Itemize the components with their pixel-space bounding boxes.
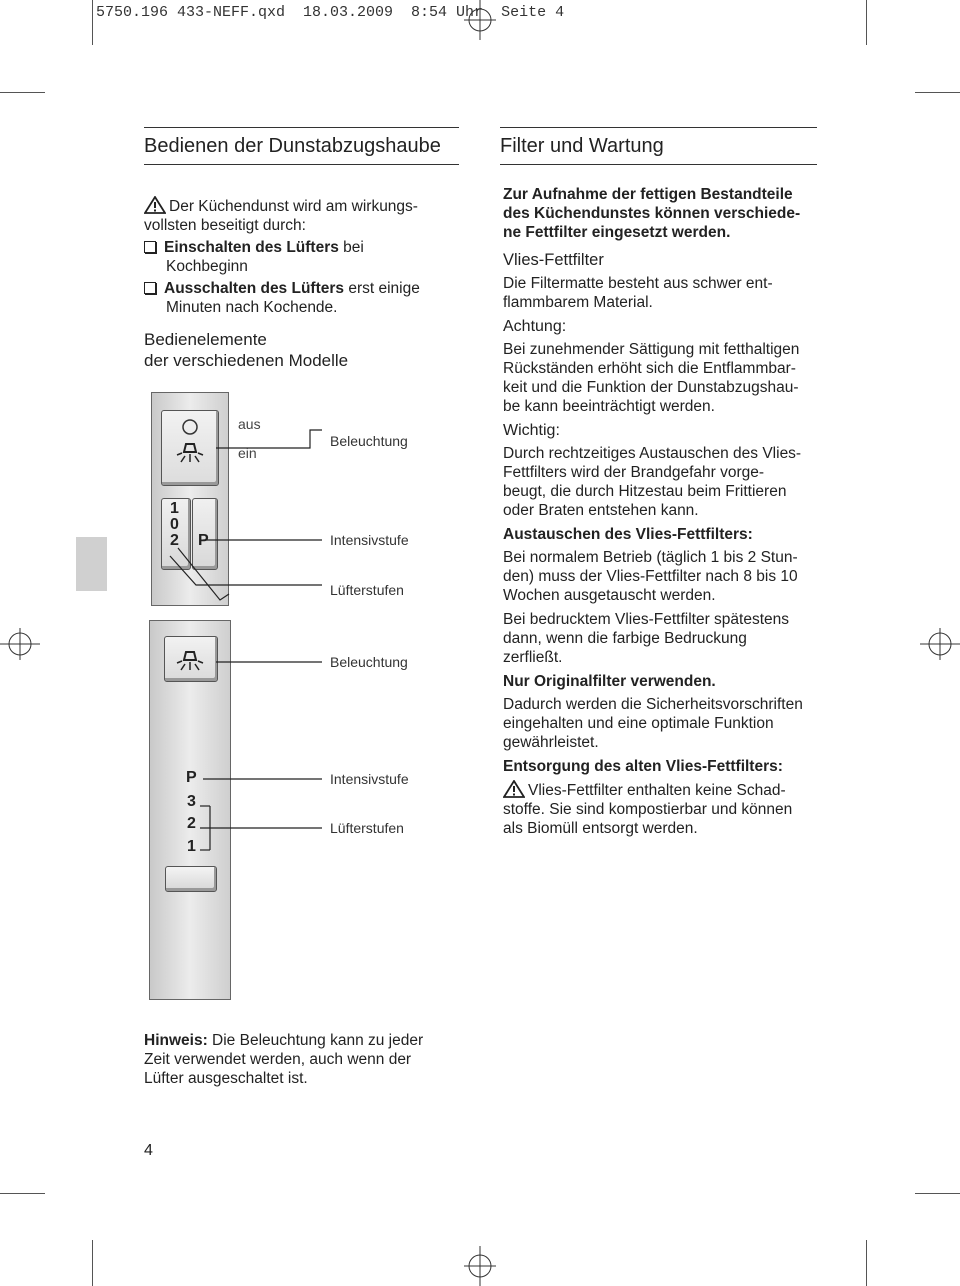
- heading-wichtig: Wichtig:: [503, 422, 560, 439]
- bedruckt-line-3: zerfließt.: [503, 649, 563, 666]
- original-line-3: gewährleistet.: [503, 734, 599, 751]
- achtung-line-1: Bei zunehmender Sättigung mit fetthaltigen: [503, 341, 800, 358]
- austausch-line-3: Wochen ausgetauscht werden.: [503, 587, 716, 604]
- entsorgung-line-1: Vlies-Fettfilter enthalten keine Schad-: [528, 782, 786, 799]
- panel2-label-2: 2: [187, 815, 196, 832]
- right-intro-line-1: Zur Aufnahme der fettigen Bestandteile: [503, 186, 793, 203]
- label-luefterstufen-2: Lüfterstufen: [330, 820, 404, 836]
- print-header: 5750.196 433-NEFF.qxd 18.03.2009 8:54 Uhr Seite 4: [96, 4, 565, 21]
- achtung-line-3: keit und die Funktion der Dunstabzugshau-: [503, 379, 799, 396]
- warning-icon: [503, 780, 525, 798]
- right-title-rule-top: [500, 127, 817, 128]
- page-number: 4: [144, 1142, 153, 1159]
- achtung-line-2: Rückständen erhöht sich die Entflammbar-: [503, 360, 796, 377]
- austausch-line-1: Bei normalem Betrieb (täglich 1 bis 2 Stun-: [503, 549, 798, 566]
- intro-line-1: Der Küchendunst wird am wirkungs-: [169, 198, 418, 215]
- bullet-2-line2: Minuten nach Kochende.: [166, 299, 338, 316]
- subheading-line-1: Bedienelemente: [144, 330, 267, 349]
- panel2-label-p: P: [186, 769, 197, 786]
- entsorgung-line-2: stoffe. Sie sind kompostierbar und können: [503, 801, 793, 818]
- label-aus: aus: [238, 416, 261, 432]
- heading-entsorgung: Entsorgung des alten Vlies-Fettfilters:: [503, 758, 783, 775]
- original-line-1: Dadurch werden die Sicherheitsvorschriften: [503, 696, 803, 713]
- subheading-line-2: der verschiedenen Modelle: [144, 351, 349, 370]
- vlies-line-2: flammbarem Material.: [503, 294, 653, 311]
- wichtig-line-1: Durch rechtzeitiges Austauschen des Vlies-: [503, 445, 802, 462]
- bullet-1-rest: bei: [338, 239, 364, 256]
- right-title-rule-bottom: [500, 164, 817, 165]
- right-section-title: Filter und Wartung: [500, 135, 664, 157]
- austausch-line-2: den) muss der Vlies-Fettfilter nach 8 bis 10: [503, 568, 798, 585]
- entsorgung-line-3: als Biomüll entsorgt werden.: [503, 820, 698, 837]
- heading-original: Nur Originalfilter verwenden.: [503, 673, 716, 690]
- note-line-1: Die Beleuchtung kann zu jeder: [207, 1032, 424, 1049]
- label-luefterstufen-1: Lüfterstufen: [330, 582, 404, 598]
- heading-vlies: Vlies-Fettfilter: [503, 251, 604, 269]
- original-line-2: eingehalten und eine optimale Funktion: [503, 715, 774, 732]
- panel2-label-1: 1: [187, 838, 196, 855]
- label-intensivstufe-1: Intensivstufe: [330, 532, 409, 548]
- fan-setting-0: 0: [170, 516, 179, 533]
- right-content: [503, 185, 823, 838]
- wichtig-line-4: oder Braten entstehen kann.: [503, 502, 699, 519]
- note-line-2: Zeit verwendet werden, auch wenn der: [144, 1051, 412, 1068]
- fan-setting-1: 1: [170, 500, 179, 517]
- wichtig-line-2: Fettfilters wird der Brandgefahr vorge-: [503, 464, 765, 481]
- panel2-label-3: 3: [187, 793, 196, 810]
- achtung-line-4: be kann beeinträchtigt werden.: [503, 398, 715, 415]
- vlies-line-1: Die Filtermatte besteht aus schwer ent-: [503, 275, 773, 292]
- intro-line-2: vollsten beseitigt durch:: [144, 217, 306, 234]
- note-line-3: Lüfter ausgeschaltet ist.: [144, 1070, 308, 1087]
- label-ein: ein: [238, 445, 257, 461]
- right-intro-line-2: des Küchendunstes können verschiede-: [503, 205, 801, 222]
- label-beleuchtung-1: Beleuchtung: [330, 433, 408, 449]
- label-intensivstufe-2: Intensivstufe: [330, 771, 409, 787]
- wichtig-line-3: beugt, die durch Hitzestau beim Frittieren: [503, 483, 787, 500]
- note: [144, 1031, 464, 1088]
- heading-austauschen: Austauschen des Vlies-Fettfilters:: [503, 526, 753, 543]
- fan-setting-2: 2: [170, 532, 179, 549]
- left-section-title: Bedienen der Dunstabzugshaube: [144, 135, 441, 157]
- bullet-1-bold: Einschalten des Lüfters: [164, 239, 339, 256]
- bullet-2-bold: Ausschalten des Lüfters: [164, 280, 345, 297]
- right-intro-line-3: ne Fettfilter eingesetzt werden.: [503, 224, 731, 241]
- heading-achtung: Achtung:: [503, 318, 567, 335]
- bedruckt-line-2: dann, wenn die farbige Bedruckung: [503, 630, 747, 647]
- bullet-2-rest: erst einige: [344, 280, 420, 297]
- label-beleuchtung-2: Beleuchtung: [330, 654, 408, 670]
- bullet-1-line2: Kochbeginn: [166, 258, 248, 275]
- bedruckt-line-1: Bei bedrucktem Vlies-Fettfilter spätestens: [503, 611, 790, 628]
- intensive-button-label: P: [198, 532, 209, 549]
- note-label: Hinweis:: [144, 1032, 208, 1049]
